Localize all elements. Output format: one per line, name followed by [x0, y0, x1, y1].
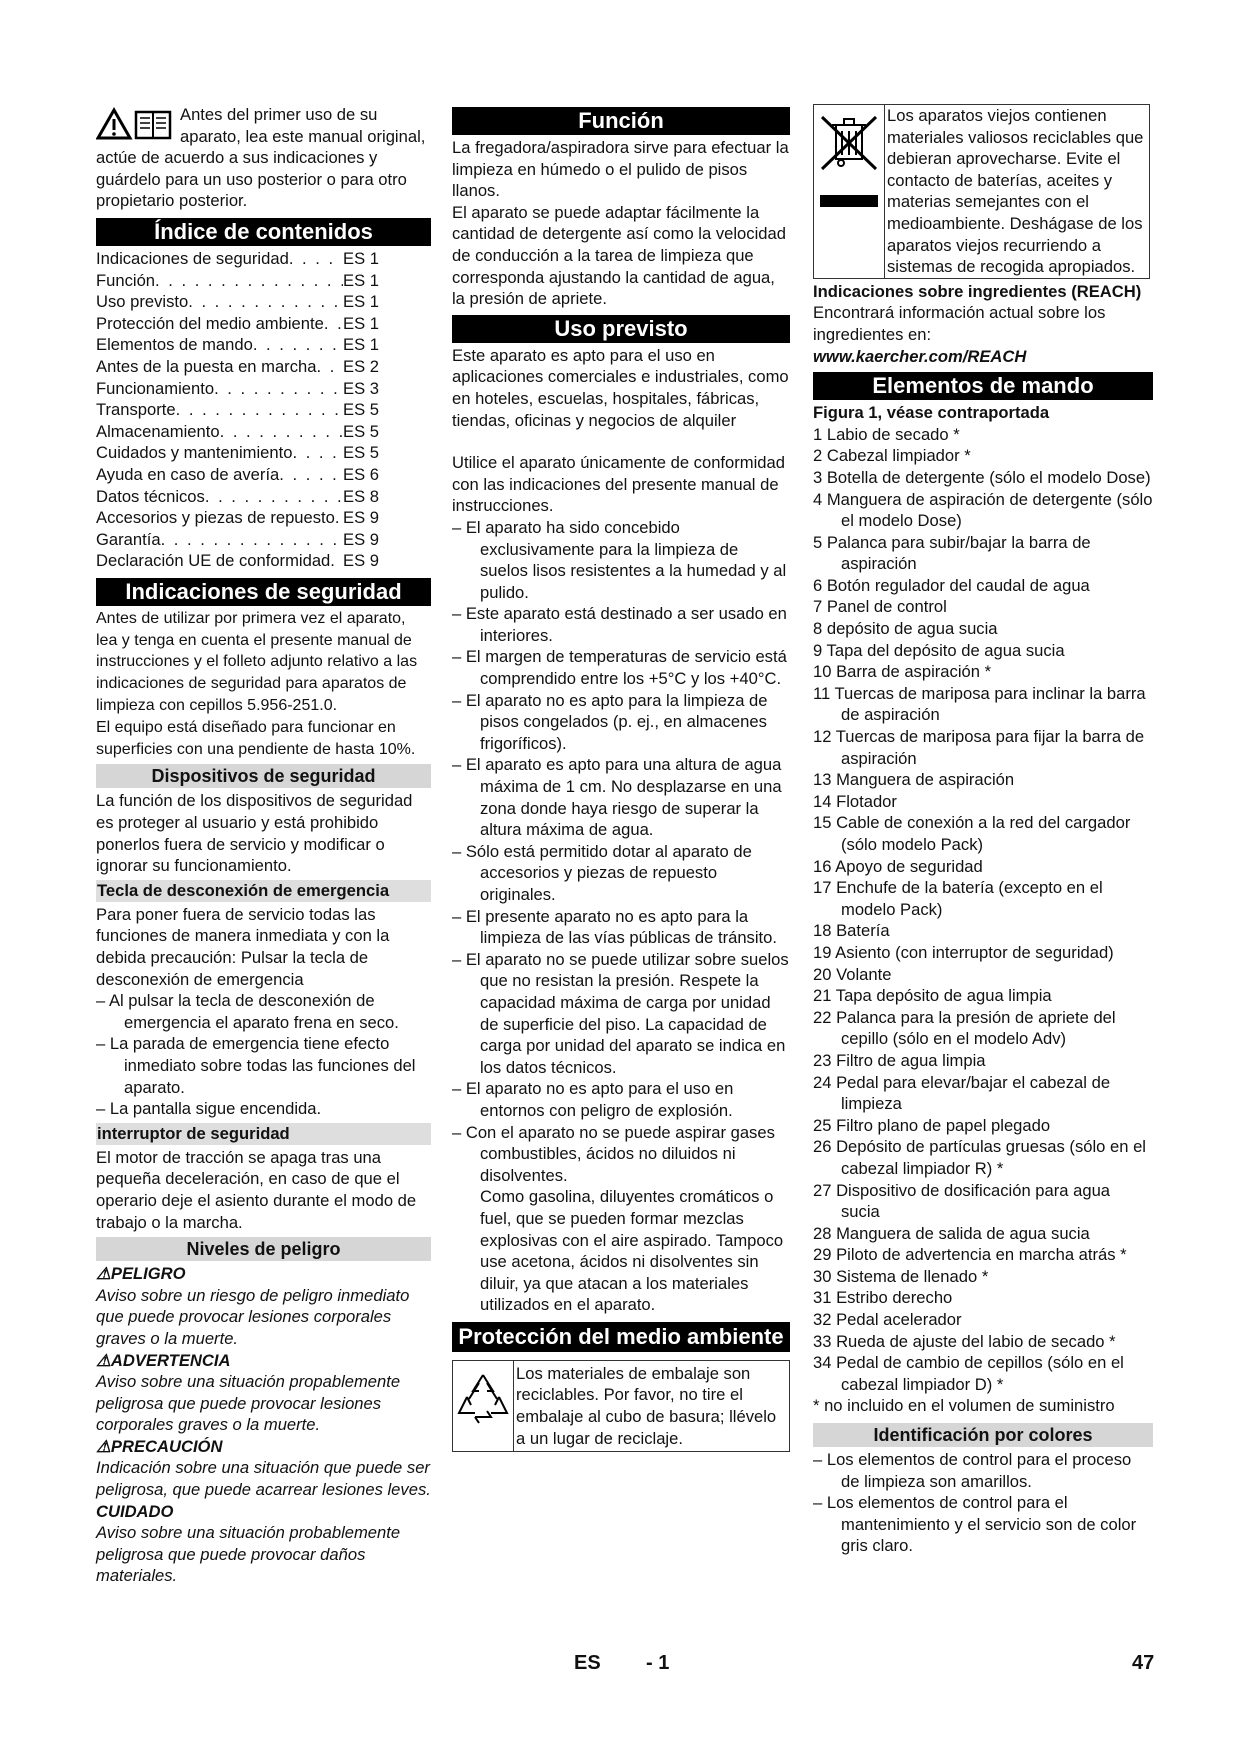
toc-label: Indicaciones de seguridad: [96, 248, 289, 268]
control-item: 33 Rueda de ajuste del labio de secado *: [813, 1331, 1116, 1351]
control-item: 34 Pedal de cambio de cepillos (sólo en el cabezal limpiador D) *: [813, 1353, 1124, 1394]
safety-switch-paragraph: El motor de tracción se apaga tras una pequeña deceleración, en caso de que el operario deje el asiento durante el modo de trabajo o la marcha.: [96, 1147, 417, 1232]
control-item: 12 Tuercas de mariposa para fijar la barra de aspiración: [813, 727, 1145, 768]
estop-paragraph: Para poner fuera de servicio todas las funciones de manera inmediata y con la debida precaución: Pulsar la tecla de desconexión de emergencia: [96, 904, 390, 989]
toc-page: ES 3: [343, 378, 379, 398]
toc-row[interactable]: [96, 356, 431, 378]
toc-label: Cuidados y mantenimiento: [96, 443, 293, 463]
estop-heading: Tecla de desconexión de emergencia: [96, 880, 431, 902]
weee-text: Los aparatos viejos contienen materiales valiosos reciclables que debieran aprovecharse. Evite el contacto de baterías, aceites y materias semejantes con el medioambiente. Deshágase de los aparatos viejos recurriendo a sistemas de recogida apropiados.: [887, 106, 1144, 277]
control-item: 11 Tuercas de mariposa para inclinar la barra de aspiración: [813, 683, 1146, 725]
controls-heading: Elementos de mando: [813, 372, 1153, 400]
toc-label: Accesorios y piezas de repuesto: [96, 508, 335, 528]
recycling-box: [452, 1360, 790, 1452]
devices-heading: Dispositivos de seguridad: [96, 764, 431, 788]
environment-heading: Protección del medio ambiente: [452, 1322, 790, 1352]
control-item: 9 Tapa del depósito de agua sucia: [813, 640, 1065, 660]
toc-page: ES 9: [343, 529, 379, 549]
weee-icon-cell: [814, 105, 885, 278]
intended-use-list: [452, 517, 790, 1316]
warning-icon: ⚠: [96, 1264, 111, 1284]
control-item: 17 Enchufe de la batería (excepto en el modelo Pack): [813, 878, 1103, 919]
controls-footnote: * no incluido en el volumen de suministro: [813, 1396, 1115, 1416]
control-item: 10 Barra de aspiración *: [813, 662, 992, 682]
toc-label: Antes de la puesta en marcha: [96, 356, 317, 376]
toc-leader: [279, 464, 343, 486]
toc-leader: [161, 529, 343, 551]
control-item: 18 Batería: [813, 921, 890, 941]
control-item: 19 Asiento (con interruptor de seguridad): [813, 942, 1114, 962]
toc-row[interactable]: [96, 550, 431, 572]
toc-heading: Índice de contenidos: [96, 218, 431, 246]
controls-list: [813, 424, 1153, 1396]
warning-manual-icons: [96, 104, 176, 142]
color-coding-list: [813, 1449, 1153, 1557]
level-precaucion-heading: ⚠PRECAUCIÓN: [96, 1436, 223, 1456]
list-item: – La pantalla sigue encendida.: [96, 1098, 431, 1120]
toc-row[interactable]: [96, 270, 431, 292]
control-item: 21 Tapa depósito de agua limpia: [813, 986, 1052, 1006]
toc-page: ES 1: [343, 313, 379, 333]
control-item: 30 Sistema de llenado *: [813, 1266, 989, 1286]
safety-paragraph: Antes de utilizar por primera vez el aparato, lea y tenga en cuenta el presente manual de instrucciones y el folleto adjunto relativo a las indicaciones de seguridad para aparatos de limpieza con cepillos 5.956-251.0.: [96, 609, 418, 715]
toc-page: ES 5: [343, 421, 379, 441]
figure-reference: Figura 1, véase contraportada: [813, 403, 1050, 423]
control-item: 4 Manguera de aspiración de detergente (sólo el modelo Dose): [813, 489, 1153, 531]
level-precaucion-text: Indicación sobre una situación que puede ser peligrosa, que puede acarrear lesiones leves.: [96, 1458, 431, 1500]
column-right: [813, 104, 1153, 1557]
toc-page: ES 1: [343, 270, 379, 290]
list-item: – El aparato es apto para una altura de agua máxima de 1 cm. No desplazarse en una zona donde haya riesgo de superar la altura máxima de agua.: [452, 754, 790, 840]
footer-page-number: 47: [1132, 1652, 1155, 1674]
reach-heading: Indicaciones sobre ingredientes (REACH): [813, 281, 1142, 301]
warning-icon: ⚠: [96, 1350, 111, 1370]
control-item: 15 Cable de conexión a la red del cargador (sólo modelo Pack): [813, 813, 1131, 854]
control-item: 24 Pedal para elevar/bajar el cabezal de limpieza: [813, 1072, 1111, 1114]
toc-row[interactable]: [96, 291, 431, 313]
level-peligro-heading: ⚠PELIGRO: [96, 1264, 186, 1284]
column-left: [96, 104, 431, 1587]
safety-heading: Indicaciones de seguridad: [96, 578, 431, 606]
toc-leader: [330, 550, 343, 572]
toc-row[interactable]: [96, 486, 431, 508]
intended-use-heading: Uso previsto: [452, 315, 790, 343]
toc-page: ES 9: [343, 551, 379, 571]
level-cuidado-text: Aviso sobre una situación probablemente peligrosa que puede provocar daños materiales.: [96, 1523, 401, 1586]
intended-use-paragraph-1: Este aparato es apto para el uso en aplicaciones comerciales e industriales, como en hoteles, escuelas, hospitales, fábricas, tiendas, oficinas y negocios de alquiler: [452, 345, 789, 430]
toc-label: Declaración UE de conformidad: [96, 551, 331, 571]
toc-page: ES 6: [343, 464, 379, 484]
toc-page: ES 5: [343, 400, 379, 420]
function-paragraph-2: El aparato se puede adaptar fácilmente la cantidad de detergente así como la velocidad de conducción a la tarea de limpieza que corresponda ajustando la cantidad de agua, la presión de apriete.: [452, 202, 786, 309]
list-item: – El presente aparato no es apto para la limpieza de las vías públicas de tránsito.: [452, 906, 790, 949]
toc-row[interactable]: [96, 313, 431, 335]
list-item: – Sólo está permitido dotar al aparato de accesorios y piezas de repuesto originales.: [452, 841, 790, 906]
weee-box: [813, 104, 1150, 279]
toc-leader: [155, 270, 343, 292]
control-item: 23 Filtro de agua limpia: [813, 1050, 986, 1070]
recycling-text: Los materiales de embalaje son reciclables. Por favor, no tire el embalaje al cubo de basura; llévelo a un lugar de reciclaje.: [516, 1363, 777, 1448]
footer-subpage: - 1: [646, 1652, 670, 1674]
toc-page: ES 1: [343, 335, 379, 355]
toc-label: Protección del medio ambiente: [96, 313, 324, 333]
level-advertencia-text: Aviso sobre una situación propablemente peligrosa que puede provocar lesiones corporales graves o la muerte.: [96, 1372, 401, 1435]
control-item: 6 Botón regulador del caudal de agua: [813, 575, 1090, 595]
list-item: – Al pulsar la tecla de desconexión de emergencia el aparato frena en seco.: [96, 990, 431, 1033]
toc-row[interactable]: [96, 378, 431, 400]
toc-label: Elementos de mando: [96, 335, 253, 355]
level-advertencia-heading: ⚠ADVERTENCIA: [96, 1350, 231, 1370]
toc-row[interactable]: [96, 248, 431, 270]
warning-icon: ⚠: [96, 1436, 111, 1456]
control-item: 8 depósito de agua sucia: [813, 619, 998, 639]
crossed-bin-icon: [814, 111, 884, 211]
toc-leader: [292, 442, 343, 464]
devices-paragraph: La función de los dispositivos de seguridad es proteger al usuario y está prohibido ponerlos fuera de servicio y modificar o ignorar su funcionamiento.: [96, 791, 413, 876]
toc-leader: [335, 507, 343, 529]
toc-leader: [324, 313, 343, 335]
level-peligro-text: Aviso sobre un riesgo de peligro inmediato que puede provocar lesiones corporales graves o la muerte.: [96, 1285, 410, 1348]
intro-block: [96, 104, 431, 212]
toc-leader: [220, 421, 343, 443]
control-item: 28 Manguera de salida de agua sucia: [813, 1223, 1090, 1243]
toc-label: Almacenamiento: [96, 421, 220, 441]
danger-levels-heading: Niveles de peligro: [96, 1237, 431, 1261]
toc-leader: [316, 356, 343, 378]
toc-leader: [253, 334, 343, 356]
column-middle: [452, 104, 790, 1452]
warning-triangle-book-icon: [96, 104, 176, 142]
toc-label: Función: [96, 270, 156, 290]
toc-leader: [188, 291, 343, 313]
toc-page: ES 9: [343, 508, 379, 528]
reach-paragraph: Encontrará información actual sobre los ingredientes en:: [813, 303, 1106, 344]
toc-page: ES 8: [343, 486, 379, 506]
intro-text: Antes del primer uso de su aparato, lea este manual original, actúe de acuerdo a sus indicaciones y guárdelo para un uso posterior o para otro propietario posterior.: [96, 105, 426, 211]
level-cuidado-heading: CUIDADO: [96, 1501, 174, 1521]
toc-leader: [214, 378, 343, 400]
control-item: 26 Depósito de partículas gruesas (sólo en el cabezal limpiador R) *: [813, 1137, 1146, 1178]
toc-page: ES 5: [343, 443, 379, 463]
safety-switch-heading: interruptor de seguridad: [96, 1123, 431, 1145]
control-item: 29 Piloto de advertencia en marcha atrás *: [813, 1245, 1127, 1265]
intended-use-paragraph-2: Utilice el aparato únicamente de conformidad con las indicaciones del presente manual de instrucciones.: [452, 453, 785, 516]
list-item: – Con el aparato no se puede aspirar gases combustibles, ácidos no diluidos ni disolventes.: [452, 1122, 790, 1187]
footer-lang: ES: [574, 1652, 601, 1674]
control-item: 20 Volante: [813, 964, 892, 984]
control-item: 7 Panel de control: [813, 597, 947, 617]
list-item: – El margen de temperaturas de servicio está comprendido entre los +5°C y los +40°C.: [452, 646, 790, 689]
toc-label: Funcionamiento: [96, 378, 215, 398]
list-item: – El aparato no se puede utilizar sobre suelos que no resistan la presión. Respete la capacidad máxima de carga por unidad de superficie del piso. La capacidad de carga por unidad del aparato se indica en los datos técnicos.: [452, 949, 790, 1079]
control-item: 16 Apoyo de seguridad: [813, 856, 983, 876]
control-item: 31 Estribo derecho: [813, 1288, 953, 1308]
safety-slope-paragraph: El equipo está diseñado para funcionar en superficies con una pendiente de hasta 10%.: [96, 718, 416, 758]
danger-levels: [96, 1263, 431, 1587]
list-item: – El aparato ha sido concebido exclusivamente para la limpieza de suelos lisos resistentes a la humedad y al pulido.: [452, 517, 790, 603]
function-heading: Función: [452, 107, 790, 135]
list-item: – El aparato no es apto para la limpieza de pisos congelados (p. ej., en almacenes frigoríficos).: [452, 690, 790, 755]
toc-label: Uso previsto: [96, 292, 189, 312]
toc-row[interactable]: [96, 507, 431, 529]
control-item: 1 Labio de secado *: [813, 424, 960, 444]
toc-page: ES 1: [343, 292, 379, 312]
intended-use-note: Como gasolina, diluyentes cromáticos o fuel, que se pueden formar mezclas explosivas con el aire aspirado. Tampoco use acetona, ácidos ni disolventes sin diluir, ya que atacan a los materiales utilizados en el aparato.: [480, 1187, 784, 1315]
toc-label: Datos técnicos: [96, 486, 205, 506]
toc-label: Transporte: [96, 400, 176, 420]
toc-label: Ayuda en caso de avería: [96, 464, 280, 484]
toc-page: ES 1: [343, 248, 379, 268]
control-item: 22 Palanca para la presión de apriete del cepillo (sólo en el modelo Adv): [813, 1007, 1116, 1049]
estop-list: [96, 990, 431, 1120]
toc-row[interactable]: [96, 421, 431, 443]
list-item: – Este aparato está destinado a ser usado en interiores.: [452, 603, 790, 646]
toc-list: [96, 248, 431, 572]
toc-row[interactable]: [96, 442, 431, 464]
list-item: – Los elementos de control para el mantenimiento y el servicio son de color gris claro.: [813, 1492, 1153, 1557]
control-item: 13 Manguera de aspiración: [813, 770, 1015, 790]
list-item: – El aparato no es apto para el uso en entornos con peligro de explosión.: [452, 1078, 790, 1121]
toc-row[interactable]: [96, 334, 431, 356]
control-item: 27 Dispositivo de dosificación para agua sucia: [813, 1180, 1111, 1222]
toc-leader: [205, 486, 343, 508]
control-item: 5 Palanca para subir/bajar la barra de aspiración: [813, 532, 1091, 574]
toc-page: ES 2: [343, 356, 379, 376]
toc-label: Garantía: [96, 529, 161, 549]
control-item: 32 Pedal acelerador: [813, 1310, 962, 1330]
toc-leader: [289, 248, 343, 270]
control-item: 3 Botella de detergente (sólo el modelo Dose): [813, 467, 1151, 487]
toc-leader: [176, 399, 343, 421]
list-item: – Los elementos de control para el proceso de limpieza son amarillos.: [813, 1449, 1153, 1492]
function-paragraph-1: La fregadora/aspiradora sirve para efectuar la limpieza en húmedo o el pulido de pisos llanos.: [452, 138, 789, 201]
control-item: 2 Cabezal limpiador *: [813, 446, 971, 466]
toc-row[interactable]: [96, 399, 431, 421]
color-coding-heading: Identificación por colores: [813, 1423, 1153, 1447]
control-item: 25 Filtro plano de papel plegado: [813, 1115, 1051, 1135]
recycling-icon-cell: [453, 1361, 514, 1451]
control-item: 14 Flotador: [813, 791, 897, 811]
toc-row[interactable]: [96, 464, 431, 486]
recycling-icon: [453, 1369, 513, 1431]
list-item: – La parada de emergencia tiene efecto inmediato sobre todas las funciones del aparato.: [96, 1033, 431, 1098]
toc-row[interactable]: [96, 529, 431, 551]
reach-link[interactable]: www.kaercher.com/REACH: [813, 346, 1027, 366]
